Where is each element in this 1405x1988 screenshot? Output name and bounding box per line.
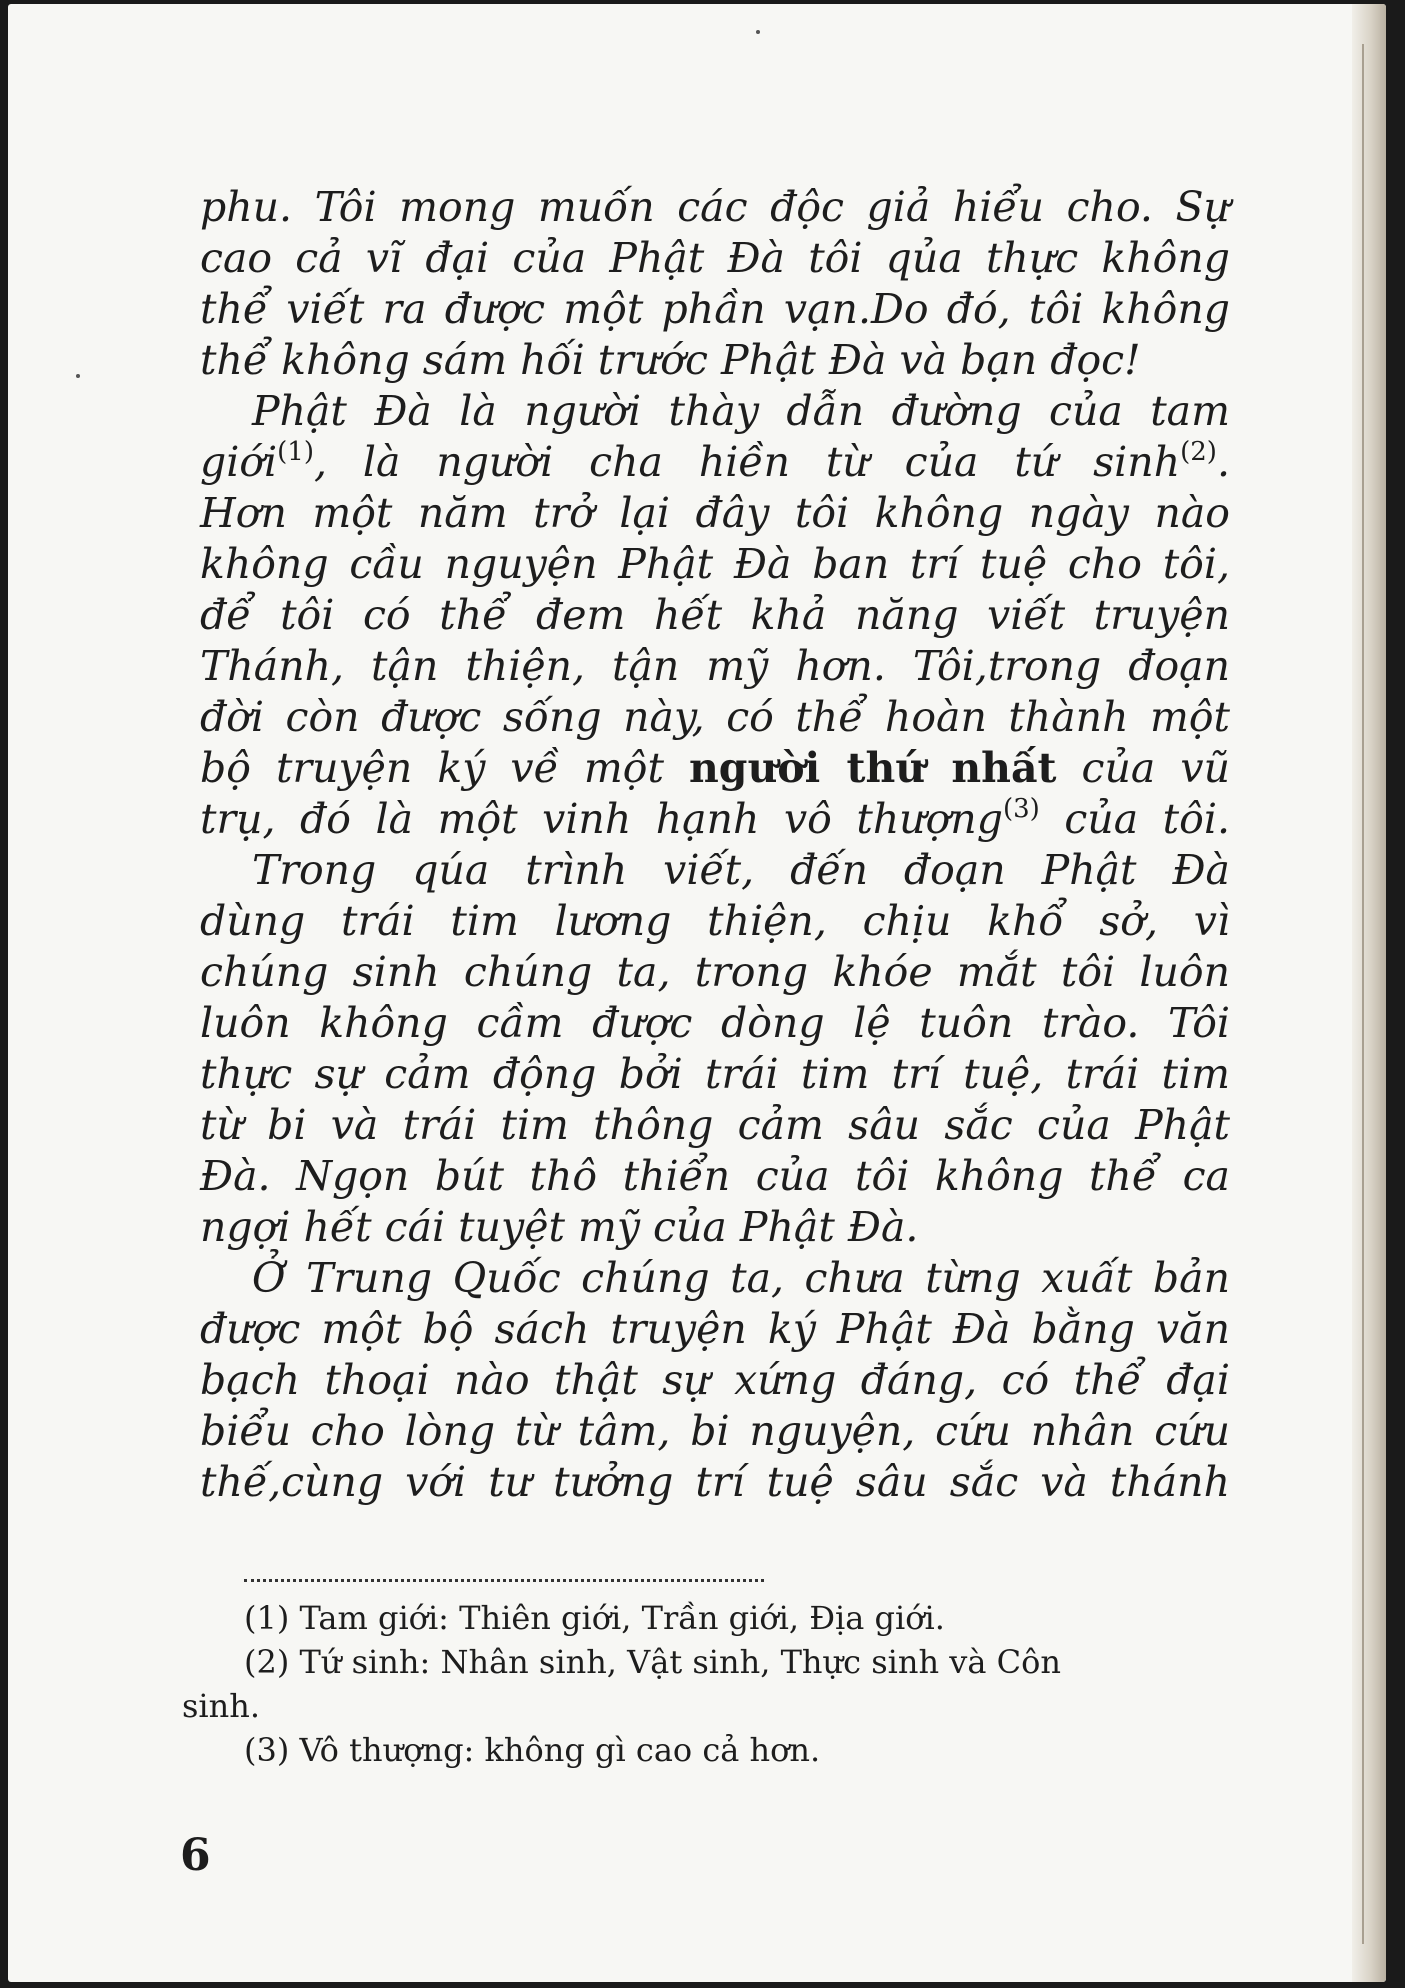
text-line: phu. Tôi mong muốn các độc giả hiểu cho. Sự <box>200 183 1230 231</box>
text-line: cao cả vĩ đại của Phật Đà tôi qủa thực không <box>200 234 1230 282</box>
text-fragment: . <box>1216 438 1230 486</box>
text-line: Phật Đà là người thày dẫn đường của tam <box>252 387 1230 435</box>
text-line: bạch thoại nào thật sự xứng đáng, có thể đại <box>200 1356 1230 1404</box>
body-text <box>200 182 1230 1508</box>
text-line: từ bi và trái tim thông cảm sâu sắc của Phật <box>200 1101 1230 1149</box>
text-line: Hơn một năm trở lại đây tôi không ngày nào <box>200 489 1230 537</box>
text-line: Ở Trung Quốc chúng ta, chưa từng xuất bản <box>252 1254 1230 1302</box>
footnote-2: (2) Tứ sinh: Nhân sinh, Vật sinh, Thực sinh và Côn <box>244 1643 1061 1681</box>
text-line: thể không sám hối trước Phật Đà và bạn đọc! <box>200 336 1141 384</box>
text-line <box>200 437 1230 488</box>
text-line: Thánh, tận thiện, tận mỹ hơn. Tôi,trong đoạn <box>200 642 1230 690</box>
book-spine-shadow <box>1352 4 1386 1982</box>
scan-speck <box>76 374 80 378</box>
text-line: biểu cho lòng từ tâm, bi nguyện, cứu nhân cứu <box>200 1407 1230 1455</box>
page-edge-line <box>1362 44 1364 1944</box>
text-line: thực sự cảm động bởi trái tim trí tuệ, trái tim <box>200 1050 1230 1098</box>
text-line: chúng sinh chúng ta, trong khóe mắt tôi luôn <box>200 948 1230 996</box>
text-fragment: giới <box>200 438 278 486</box>
text-line <box>200 794 1230 845</box>
text-line: luôn không cầm được dòng lệ tuôn trào. Tôi <box>200 999 1230 1047</box>
footnote-2-continued: sinh. <box>182 1687 261 1725</box>
text-fragment: trụ, đó là một vinh hạnh vô thượng <box>200 795 1003 843</box>
text-line: không cầu nguyện Phật Đà ban trí tuệ cho tôi, <box>200 540 1230 588</box>
footnote-3: (3) Vô thượng: không gì cao cả hơn. <box>244 1731 821 1769</box>
bold-phrase: người thứ nhất <box>689 744 1057 792</box>
footnote-mark-2: (2) <box>1180 437 1217 467</box>
text-line: dùng trái tim lương thiện, chịu khổ sở, vì <box>200 897 1230 945</box>
page-number: 6 <box>180 1830 211 1881</box>
text-fragment: của tôi. <box>1039 795 1230 843</box>
text-line: Trong qúa trình viết, đến đoạn Phật Đà <box>252 846 1230 894</box>
footnotes <box>182 1596 1232 1772</box>
book-page <box>8 4 1386 1982</box>
text-line: Đà. Ngọn bút thô thiển của tôi không thể ca <box>200 1152 1230 1200</box>
text-line: đời còn được sống này, có thể hoàn thành một <box>200 693 1230 741</box>
footnote-mark-3: (3) <box>1002 794 1040 824</box>
text-line: thế,cùng với tư tưởng trí tuệ sâu sắc và thánh <box>200 1458 1230 1506</box>
text-line <box>200 743 1230 794</box>
scan-speck <box>756 30 760 34</box>
footnote-1: (1) Tam giới: Thiên giới, Trần giới, Địa giới. <box>244 1599 945 1637</box>
text-fragment: bộ truyện ký về một <box>200 744 689 792</box>
text-fragment: , là người cha hiền từ của tứ sinh <box>314 438 1181 486</box>
footnote-divider <box>244 1579 764 1582</box>
text-line: được một bộ sách truyện ký Phật Đà bằng văn <box>200 1305 1230 1353</box>
text-line: để tôi có thể đem hết khả năng viết truyện <box>200 591 1230 639</box>
text-fragment: của vũ <box>1056 744 1231 792</box>
footnote-mark-1: (1) <box>277 437 314 467</box>
text-line: thể viết ra được một phần vạn.Do đó, tôi không <box>200 285 1230 333</box>
text-line: ngợi hết cái tuyệt mỹ của Phật Đà. <box>200 1203 919 1251</box>
